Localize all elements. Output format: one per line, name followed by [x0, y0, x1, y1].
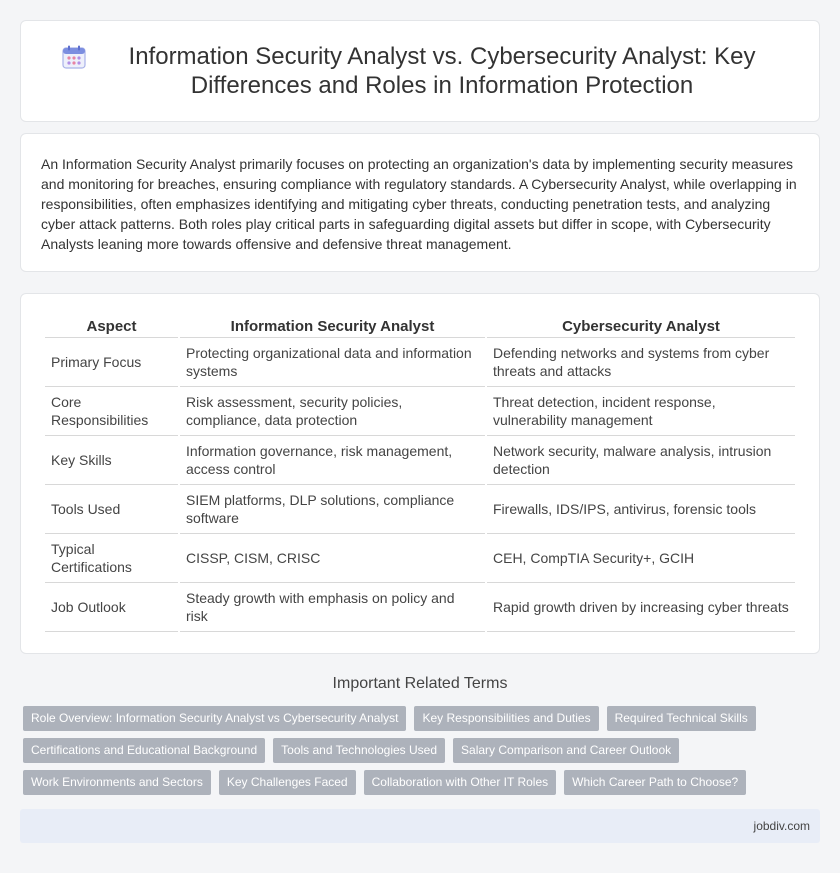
comparison-table	[43, 314, 797, 632]
related-term-tag[interactable]: Which Career Path to Choose?	[564, 770, 746, 795]
cell-cybersecurity: Rapid growth driven by increasing cyber threats	[487, 583, 795, 632]
cell-cybersecurity: CEH, CompTIA Security+, GCIH	[487, 534, 795, 583]
cell-information-security: Information governance, risk management, access control	[180, 436, 485, 485]
summary-text: An Information Security Analyst primarily focuses on protecting an organization's data by implementing security measures and monitoring for breaches, ensuring compliance with regulatory standards. A Cybersecurity Analyst, while overlapping in responsibilities, often emphasizes identifying and mitigating cyber threats, conducting penetration tests, and analyzing cyber attack patterns. Both roles play critical parts in safeguarding digital assets but differ in scope, with Cybersecurity Analysts leaning more towards offensive and defensive threat management.	[41, 156, 797, 252]
calendar-icon	[61, 44, 87, 70]
title-wrap	[21, 42, 819, 100]
related-term-tag[interactable]: Collaboration with Other IT Roles	[364, 770, 557, 795]
title-card	[20, 20, 820, 122]
header-cybersecurity-analyst: Cybersecurity Analyst	[487, 314, 795, 338]
related-term-tag[interactable]: Required Technical Skills	[607, 706, 756, 731]
page-title: Information Security Analyst vs. Cybersecurity Analyst: Key Differences and Roles in Information Protection	[128, 43, 756, 99]
related-term-tag[interactable]: Key Challenges Faced	[219, 770, 356, 795]
related-term-tag[interactable]: Tools and Technologies Used	[273, 738, 445, 763]
footer-site-link[interactable]: jobdiv.com	[753, 819, 810, 833]
cell-aspect: Typical Certifications	[45, 534, 178, 583]
cell-aspect: Job Outlook	[45, 583, 178, 632]
related-terms-title: Important Related Terms	[332, 675, 508, 692]
table-row	[45, 485, 795, 534]
related-term-tag[interactable]: Key Responsibilities and Duties	[414, 706, 598, 731]
table-header-row	[45, 314, 795, 338]
related-term-tag[interactable]: Certifications and Educational Background	[23, 738, 265, 763]
cell-information-security: Risk assessment, security policies, compliance, data protection	[180, 387, 485, 436]
header-aspect: Aspect	[45, 314, 178, 338]
comparison-table-card	[20, 293, 820, 654]
table-row	[45, 387, 795, 436]
cell-aspect: Key Skills	[45, 436, 178, 485]
cell-cybersecurity: Network security, malware analysis, intrusion detection	[487, 436, 795, 485]
table-row	[45, 583, 795, 632]
related-terms-list	[23, 706, 823, 802]
cell-aspect: Core Responsibilities	[45, 387, 178, 436]
footer	[20, 809, 820, 843]
related-term-tag[interactable]: Salary Comparison and Career Outlook	[453, 738, 679, 763]
cell-information-security: Protecting organizational data and information systems	[180, 338, 485, 387]
related-term-tag[interactable]: Work Environments and Sectors	[23, 770, 211, 795]
cell-cybersecurity: Defending networks and systems from cyber threats and attacks	[487, 338, 795, 387]
cell-information-security: Steady growth with emphasis on policy and risk	[180, 583, 485, 632]
table-row	[45, 534, 795, 583]
table-row	[45, 338, 795, 387]
related-term-tag[interactable]: Role Overview: Information Security Analyst vs Cybersecurity Analyst	[23, 706, 406, 731]
cell-information-security: CISSP, CISM, CRISC	[180, 534, 485, 583]
cell-cybersecurity: Threat detection, incident response, vulnerability management	[487, 387, 795, 436]
header-information-security-analyst: Information Security Analyst	[180, 314, 485, 338]
table-row	[45, 436, 795, 485]
cell-aspect: Primary Focus	[45, 338, 178, 387]
cell-information-security: SIEM platforms, DLP solutions, compliance software	[180, 485, 485, 534]
summary-card	[20, 133, 820, 272]
cell-aspect: Tools Used	[45, 485, 178, 534]
cell-cybersecurity: Firewalls, IDS/IPS, antivirus, forensic tools	[487, 485, 795, 534]
